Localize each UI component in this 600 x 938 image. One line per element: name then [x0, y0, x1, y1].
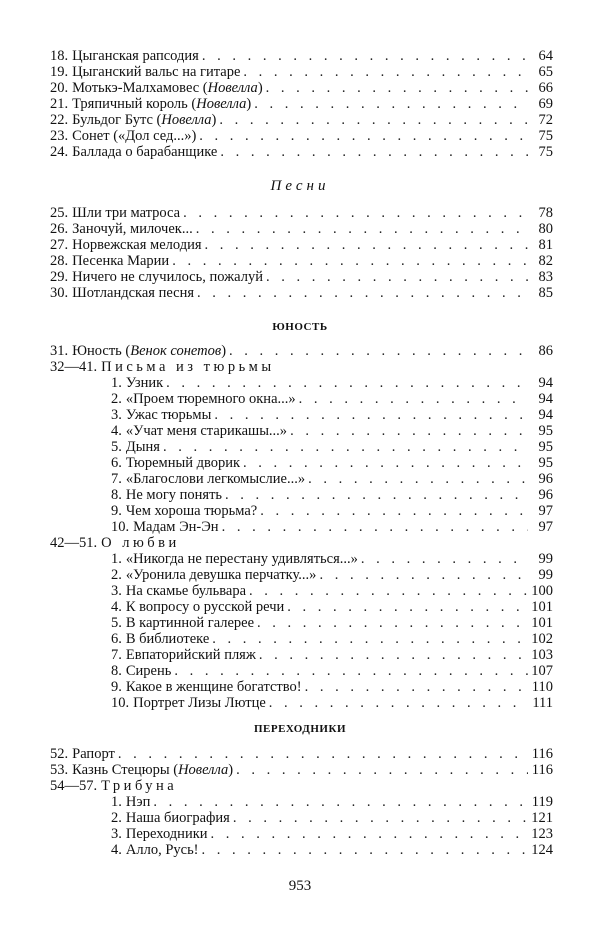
entry-number: 5. — [111, 615, 122, 631]
toc-subentry — [111, 487, 553, 503]
entry-title: Узник — [125, 375, 164, 391]
entry-number: 26. — [50, 221, 69, 237]
dot-leader — [266, 80, 528, 96]
group-number: 54—57. — [50, 778, 98, 794]
entry-page: 78 — [538, 205, 553, 221]
entry-number: 22. — [50, 112, 69, 128]
entry-page: 82 — [538, 253, 553, 269]
toc-entry — [50, 48, 553, 64]
entry-title: Бульдог Бутс (Новелла) — [72, 112, 217, 128]
toc-entry — [50, 64, 553, 80]
entry-page: 85 — [538, 285, 553, 301]
toc-subentry — [111, 826, 553, 842]
dot-leader — [243, 64, 528, 80]
entry-page: 99 — [538, 567, 553, 583]
page-number: 953 — [288, 878, 312, 894]
section-heading-songs: Песни — [270, 178, 330, 194]
group-number: 42—51. — [50, 535, 98, 551]
toc-subentry — [111, 647, 553, 663]
dot-leader — [172, 253, 528, 269]
entry-page: 101 — [531, 615, 553, 631]
entry-number: 24. — [50, 144, 69, 160]
toc-subentry — [111, 842, 553, 858]
dot-leader — [260, 503, 528, 519]
entry-page: 96 — [538, 487, 553, 503]
dot-leader — [202, 842, 528, 858]
dot-leader — [166, 375, 528, 391]
entry-number: 25. — [50, 205, 69, 221]
dot-leader — [254, 96, 528, 112]
toc-group-heading — [50, 778, 553, 794]
dot-leader — [308, 471, 528, 487]
entry-number: 9. — [111, 679, 122, 695]
dot-leader — [163, 439, 528, 455]
dot-leader — [259, 647, 528, 663]
entry-page: 94 — [538, 375, 553, 391]
entry-title: Дыня — [125, 439, 160, 455]
entry-page: 99 — [538, 551, 553, 567]
dot-leader — [211, 826, 528, 842]
dot-leader — [214, 407, 528, 423]
entry-page: 86 — [538, 343, 553, 359]
entry-title: Тряпичный король (Новелла) — [72, 96, 252, 112]
entry-number: 4. — [111, 423, 122, 439]
entry-page: 64 — [538, 48, 553, 64]
entry-number: 52. — [50, 746, 69, 762]
entry-page: 111 — [532, 695, 553, 711]
toc-subentry — [111, 615, 553, 631]
entry-title: Алло, Русь! — [125, 842, 199, 858]
entry-page: 95 — [538, 439, 553, 455]
entry-title: Ужас тюрьмы — [125, 407, 212, 423]
entry-title: «Никогда не перестану удивляться...» — [125, 551, 358, 567]
entry-number: 7. — [111, 647, 122, 663]
entry-number: 21. — [50, 96, 69, 112]
dot-leader — [257, 615, 528, 631]
entry-number: 8. — [111, 663, 122, 679]
entry-title: Ничего не случилось, пожалуй — [72, 269, 263, 285]
entry-page: 102 — [531, 631, 553, 647]
entry-page: 116 — [531, 746, 553, 762]
entry-page: 75 — [538, 144, 553, 160]
toc-subentry — [111, 810, 553, 826]
toc-subentry — [111, 599, 553, 615]
entry-page: 69 — [538, 96, 553, 112]
entry-note: Новелла — [161, 112, 212, 128]
entry-note: Новелла — [178, 762, 229, 778]
entry-number: 7. — [111, 471, 122, 487]
entry-title: Заночуй, милочек... — [72, 221, 193, 237]
entry-title: В картинной галерее — [125, 615, 255, 631]
entry-page: 101 — [531, 599, 553, 615]
entry-number: 30. — [50, 285, 69, 301]
toc-subentry — [111, 407, 553, 423]
toc-entry — [50, 80, 553, 96]
entry-number: 29. — [50, 269, 69, 285]
entry-number: 10. — [111, 519, 130, 535]
entry-number: 27. — [50, 237, 69, 253]
toc-entry — [50, 128, 553, 144]
entry-title: Наша биография — [125, 810, 230, 826]
entry-title: Норвежская мелодия — [72, 237, 202, 253]
dot-leader — [249, 583, 528, 599]
entry-title: «Благослови легкомыслие...» — [125, 471, 306, 487]
entry-number: 10. — [111, 695, 130, 711]
toc-subentry — [111, 663, 553, 679]
group-title: О любви — [101, 535, 180, 551]
toc-entry — [50, 762, 553, 778]
entry-page: 103 — [531, 647, 553, 663]
entry-note: Венок сонетов — [130, 343, 222, 359]
entry-title: Переходники — [125, 826, 208, 842]
entry-title: Не могу понять — [125, 487, 223, 503]
toc-subentry — [111, 391, 553, 407]
dot-leader — [287, 599, 528, 615]
entry-page: 80 — [538, 221, 553, 237]
entry-number: 4. — [111, 842, 122, 858]
toc-subentry — [111, 551, 553, 567]
dot-leader — [174, 663, 528, 679]
group-number: 32—41. — [50, 359, 98, 375]
entry-number: 5. — [111, 439, 122, 455]
entry-number: 3. — [111, 583, 122, 599]
entry-title: Сирень — [125, 663, 172, 679]
dot-leader — [183, 205, 528, 221]
entry-title: Рапорт — [72, 746, 115, 762]
toc-subentry — [111, 471, 553, 487]
entry-page: 119 — [531, 794, 553, 810]
entry-page: 94 — [538, 407, 553, 423]
entry-title: На скамье бульвара — [125, 583, 247, 599]
entry-title: Баллада о барабанщике — [72, 144, 218, 160]
dot-leader — [196, 221, 528, 237]
section-heading-transitional: ПЕРЕХОДНИКИ — [253, 723, 347, 735]
toc-entry — [50, 96, 553, 112]
group-title: Трибуна — [101, 778, 178, 794]
entry-title: Сонет («Дол сед...») — [72, 128, 197, 144]
entry-number: 1. — [111, 794, 122, 810]
entry-title: «Уронила девушка перчатку...» — [125, 567, 317, 583]
entry-title: Песенка Марии — [72, 253, 170, 269]
entry-page: 123 — [531, 826, 553, 842]
entry-title: Какое в женщине богатство! — [125, 679, 302, 695]
entry-title: Цыганский вальс на гитаре — [72, 64, 241, 80]
entry-title: Тюремный дворик — [125, 455, 241, 471]
dot-leader — [305, 679, 528, 695]
entry-page: 72 — [538, 112, 553, 128]
entry-number: 2. — [111, 810, 122, 826]
dot-leader — [220, 144, 528, 160]
dot-leader — [219, 112, 528, 128]
entry-page: 75 — [538, 128, 553, 144]
entry-page: 124 — [531, 842, 553, 858]
toc-subentry — [111, 375, 553, 391]
dot-leader — [199, 128, 528, 144]
entry-title: Мадам Эн-Эн — [133, 519, 219, 535]
entry-title: «Учат меня старикашы...» — [125, 423, 288, 439]
entry-title: Юность (Венок сонетов) — [72, 343, 227, 359]
dot-leader — [290, 423, 528, 439]
dot-leader — [243, 455, 528, 471]
dot-leader — [236, 762, 528, 778]
entry-number: 20. — [50, 80, 69, 96]
dot-leader — [229, 343, 528, 359]
dot-leader — [197, 285, 528, 301]
entry-page: 95 — [538, 455, 553, 471]
toc-subentry — [111, 679, 553, 695]
dot-leader — [222, 519, 528, 535]
entry-title: Цыганская рапсодия — [72, 48, 199, 64]
toc-subentry — [111, 423, 553, 439]
dot-leader — [266, 269, 528, 285]
entry-page: 121 — [531, 810, 553, 826]
toc-subentry — [111, 631, 553, 647]
entry-title: Шотландская песня — [72, 285, 195, 301]
toc-subentry — [111, 439, 553, 455]
dot-leader — [319, 567, 528, 583]
toc-entry — [50, 221, 553, 237]
entry-title: Чем хороша тюрьма? — [125, 503, 258, 519]
dot-leader — [233, 810, 528, 826]
entry-number: 6. — [111, 455, 122, 471]
dot-leader — [361, 551, 528, 567]
toc-entry — [50, 746, 553, 762]
entry-page: 107 — [531, 663, 553, 679]
toc-entry — [50, 269, 553, 285]
toc-subentry — [111, 583, 553, 599]
toc-entry — [50, 205, 553, 221]
entry-page: 96 — [538, 471, 553, 487]
entry-number: 1. — [111, 551, 122, 567]
dot-leader — [153, 794, 528, 810]
entry-number: 2. — [111, 391, 122, 407]
entry-title: Казнь Стецюры (Новелла) — [72, 762, 234, 778]
toc-subentry — [111, 695, 553, 711]
entry-title: Мотькэ-Малхамовес (Новелла) — [72, 80, 263, 96]
toc-subentry — [111, 794, 553, 810]
entry-number: 19. — [50, 64, 69, 80]
toc-subentry — [111, 503, 553, 519]
entry-title: Нэп — [125, 794, 151, 810]
dot-leader — [118, 746, 528, 762]
dot-leader — [212, 631, 528, 647]
entry-page: 66 — [538, 80, 553, 96]
entry-note: Новелла — [196, 96, 247, 112]
entry-title: В библиотеке — [125, 631, 210, 647]
entry-number: 31. — [50, 343, 69, 359]
toc-entry — [50, 112, 553, 128]
toc-entry — [50, 285, 553, 301]
entry-page: 95 — [538, 423, 553, 439]
entry-page: 81 — [538, 237, 553, 253]
entry-number: 3. — [111, 407, 122, 423]
entry-number: 28. — [50, 253, 69, 269]
dot-leader — [225, 487, 528, 503]
toc-subentry — [111, 455, 553, 471]
entry-number: 23. — [50, 128, 69, 144]
section-heading-youth: ЮНОСТЬ — [272, 321, 328, 333]
entry-page: 100 — [531, 583, 553, 599]
entry-title: «Проем тюремного окна...» — [125, 391, 296, 407]
entry-page: 116 — [531, 762, 553, 778]
toc-entry — [50, 237, 553, 253]
dot-leader — [299, 391, 528, 407]
entry-page: 94 — [538, 391, 553, 407]
entry-page: 83 — [538, 269, 553, 285]
toc-group-heading — [50, 359, 553, 375]
entry-number: 9. — [111, 503, 122, 519]
entry-title: Портрет Лизы Лютце — [133, 695, 266, 711]
entry-page: 97 — [538, 503, 553, 519]
toc-entry — [50, 253, 553, 269]
entry-page: 65 — [538, 64, 553, 80]
entry-note: Новелла — [207, 80, 258, 96]
entry-number: 1. — [111, 375, 122, 391]
dot-leader — [202, 48, 528, 64]
group-title: Письма из тюрьмы — [101, 359, 275, 375]
entry-number: 8. — [111, 487, 122, 503]
entry-number: 4. — [111, 599, 122, 615]
entry-number: 3. — [111, 826, 122, 842]
toc-subentry — [111, 519, 553, 535]
toc-subentry — [111, 567, 553, 583]
entry-number: 53. — [50, 762, 69, 778]
entry-number: 6. — [111, 631, 122, 647]
entry-title: К вопросу о русской речи — [125, 599, 285, 615]
entry-page: 97 — [538, 519, 553, 535]
dot-leader — [205, 237, 528, 253]
entry-number: 18. — [50, 48, 69, 64]
dot-leader — [269, 695, 528, 711]
entry-title: Шли три матроса — [72, 205, 181, 221]
entry-page: 110 — [531, 679, 553, 695]
entry-title: Евпаторийский пляж — [125, 647, 256, 663]
toc-group-heading — [50, 535, 553, 551]
toc-entry — [50, 144, 553, 160]
toc-entry — [50, 343, 553, 359]
entry-number: 2. — [111, 567, 122, 583]
